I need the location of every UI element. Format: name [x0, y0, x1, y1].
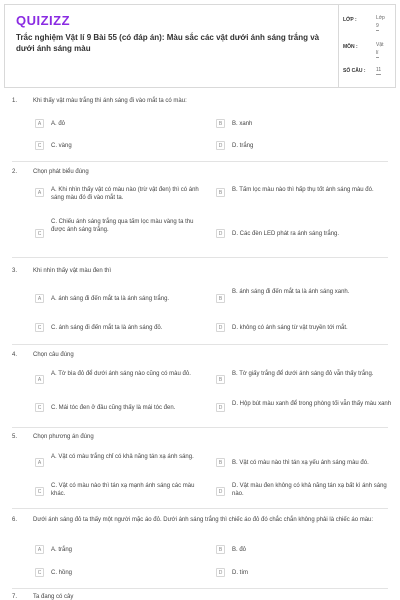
- option-d-text: D. Vật màu đen không có khả năng tán xạ bất kì ánh sáng nào.: [232, 483, 387, 497]
- question-text: Ta đang có cây: [33, 594, 74, 600]
- option-d-text: D. trắng: [232, 143, 254, 149]
- header-divider: [338, 5, 339, 87]
- question-divider: [12, 344, 388, 345]
- question-number: 4.: [12, 352, 18, 358]
- option-c-text: C. hồng: [51, 570, 73, 576]
- option-b-text: B. Tờ giấy trắng để dưới ánh sáng đỏ vẫn thấy trắng.: [232, 371, 374, 377]
- option-a-marker[interactable]: A: [35, 188, 44, 197]
- option-c-marker[interactable]: C: [35, 229, 44, 238]
- question-count-label: SỐ CÂU :: [343, 68, 366, 74]
- subject-value-line1: Vật: [376, 42, 384, 48]
- option-b-marker[interactable]: B: [216, 545, 225, 554]
- question-text: Chọn phát biểu đúng: [33, 169, 89, 175]
- option-a-text: A. Khi nhìn thấy vật có màu nào (trừ vật đen) thì có ánh sáng màu đó đi vào mắt ta.: [51, 187, 199, 201]
- grade-value-line1: Lớp: [376, 15, 385, 21]
- option-d-marker[interactable]: D: [216, 141, 225, 150]
- option-b-marker[interactable]: B: [216, 458, 225, 467]
- option-d-text: D. tím: [232, 570, 248, 576]
- question-number: 1.: [12, 98, 18, 104]
- option-d-text: D. không có ánh sáng từ vật truyền tới mắt.: [232, 325, 348, 331]
- question-divider: [12, 427, 388, 428]
- grade-label: LỚP :: [343, 17, 357, 23]
- question-number: 3.: [12, 268, 18, 274]
- quizizz-logo: QUIZIZZ: [16, 13, 71, 28]
- option-c-marker[interactable]: C: [35, 568, 44, 577]
- question-number: 6.: [12, 517, 18, 523]
- option-b-text: B. Tấm lọc màu nào thì hấp thụ tốt ánh sáng màu đó.: [232, 187, 374, 193]
- question-divider: [12, 588, 388, 589]
- option-d-text: D. Các đèn LED phát ra ánh sáng trắng.: [232, 231, 340, 237]
- question-divider: [12, 161, 388, 162]
- option-d-marker[interactable]: D: [216, 487, 225, 496]
- option-b-text: B. Vật có màu nào thì tán xạ yếu ánh sáng màu đó.: [232, 460, 369, 466]
- option-c-text: C. Vật có màu nào thì tán xạ mạnh ánh sáng các màu khác.: [51, 483, 195, 497]
- worksheet-title: Trắc nghiệm Vật lí 9 Bài 55 (có đáp án): Màu sắc các vật dưới ánh sáng trắng và dưới ánh sáng màu: [16, 33, 320, 53]
- option-b-text: B. xanh: [232, 121, 253, 127]
- question-text: Khi nhìn thấy vật màu đen thì: [33, 268, 112, 274]
- option-a-text: A. Tờ bìa đỏ để dưới ánh sáng nào cũng có màu đỏ.: [51, 371, 191, 377]
- option-b-marker[interactable]: B: [216, 119, 225, 128]
- option-c-text: C. ánh sáng đi đến mắt ta là ánh sáng đỏ.: [51, 325, 163, 331]
- option-d-marker[interactable]: D: [216, 229, 225, 238]
- option-a-marker[interactable]: A: [35, 458, 44, 467]
- option-d-marker[interactable]: D: [216, 403, 225, 412]
- question-divider: [12, 508, 388, 509]
- option-a-marker[interactable]: A: [35, 294, 44, 303]
- option-b-marker[interactable]: B: [216, 294, 225, 303]
- question-number: 7.: [12, 594, 18, 600]
- option-a-text: A. trắng: [51, 547, 73, 553]
- question-text: Chọn câu đúng: [33, 352, 74, 358]
- option-c-text: C. vàng: [51, 143, 72, 149]
- option-c-marker[interactable]: C: [35, 487, 44, 496]
- option-b-text: B. ánh sáng đi đến mắt ta là ánh sáng xanh.: [232, 289, 350, 295]
- question-number: 5.: [12, 434, 18, 440]
- question-text: Dưới ánh sáng đỏ ta thấy một người mặc áo đỏ. Dưới ánh sáng trắng thì chiếc áo đỏ đó chắc chắn không phải là chiếc áo màu:: [33, 517, 374, 523]
- option-b-marker[interactable]: B: [216, 188, 225, 197]
- grade-value-line2: 9: [376, 23, 379, 29]
- option-d-marker[interactable]: D: [216, 568, 225, 577]
- option-a-marker[interactable]: A: [35, 545, 44, 554]
- option-a-text: A. ánh sáng đi đến mắt ta là ánh sáng trắng.: [51, 296, 170, 302]
- question-divider: [12, 257, 388, 258]
- option-b-marker[interactable]: B: [216, 375, 225, 384]
- worksheet-header: [4, 4, 396, 88]
- option-c-marker[interactable]: C: [35, 323, 44, 332]
- question-number: 2.: [12, 169, 18, 175]
- option-d-marker[interactable]: D: [216, 323, 225, 332]
- option-a-marker[interactable]: A: [35, 119, 44, 128]
- option-c-text: C. Mái tóc đen ở đâu cũng thấy là mái tóc đen.: [51, 405, 176, 411]
- question-text: Chọn phương án đúng: [33, 434, 94, 440]
- option-d-text: D. Hộp bút màu xanh để trong phòng tối vẫn thấy màu xanh: [232, 401, 392, 407]
- question-count-value: 11: [376, 67, 382, 73]
- option-a-text: A. Vật có màu trắng chỉ có khả năng tán xạ ánh sáng.: [51, 454, 194, 460]
- option-a-marker[interactable]: A: [35, 375, 44, 384]
- option-c-marker[interactable]: C: [35, 403, 44, 412]
- question-text: Khi thấy vật màu trắng thì ánh sáng đi vào mắt ta có màu:: [33, 98, 187, 104]
- subject-label: MÔN :: [343, 44, 358, 50]
- option-b-text: B. đỏ: [232, 547, 247, 553]
- option-c-text: C. Chiếu ánh sáng trắng qua tấm lọc màu vàng ta thu được ánh sáng trắng.: [51, 219, 194, 233]
- subject-value-line2: lí: [376, 50, 379, 56]
- option-c-marker[interactable]: C: [35, 141, 44, 150]
- option-a-text: A. đỏ: [51, 121, 66, 127]
